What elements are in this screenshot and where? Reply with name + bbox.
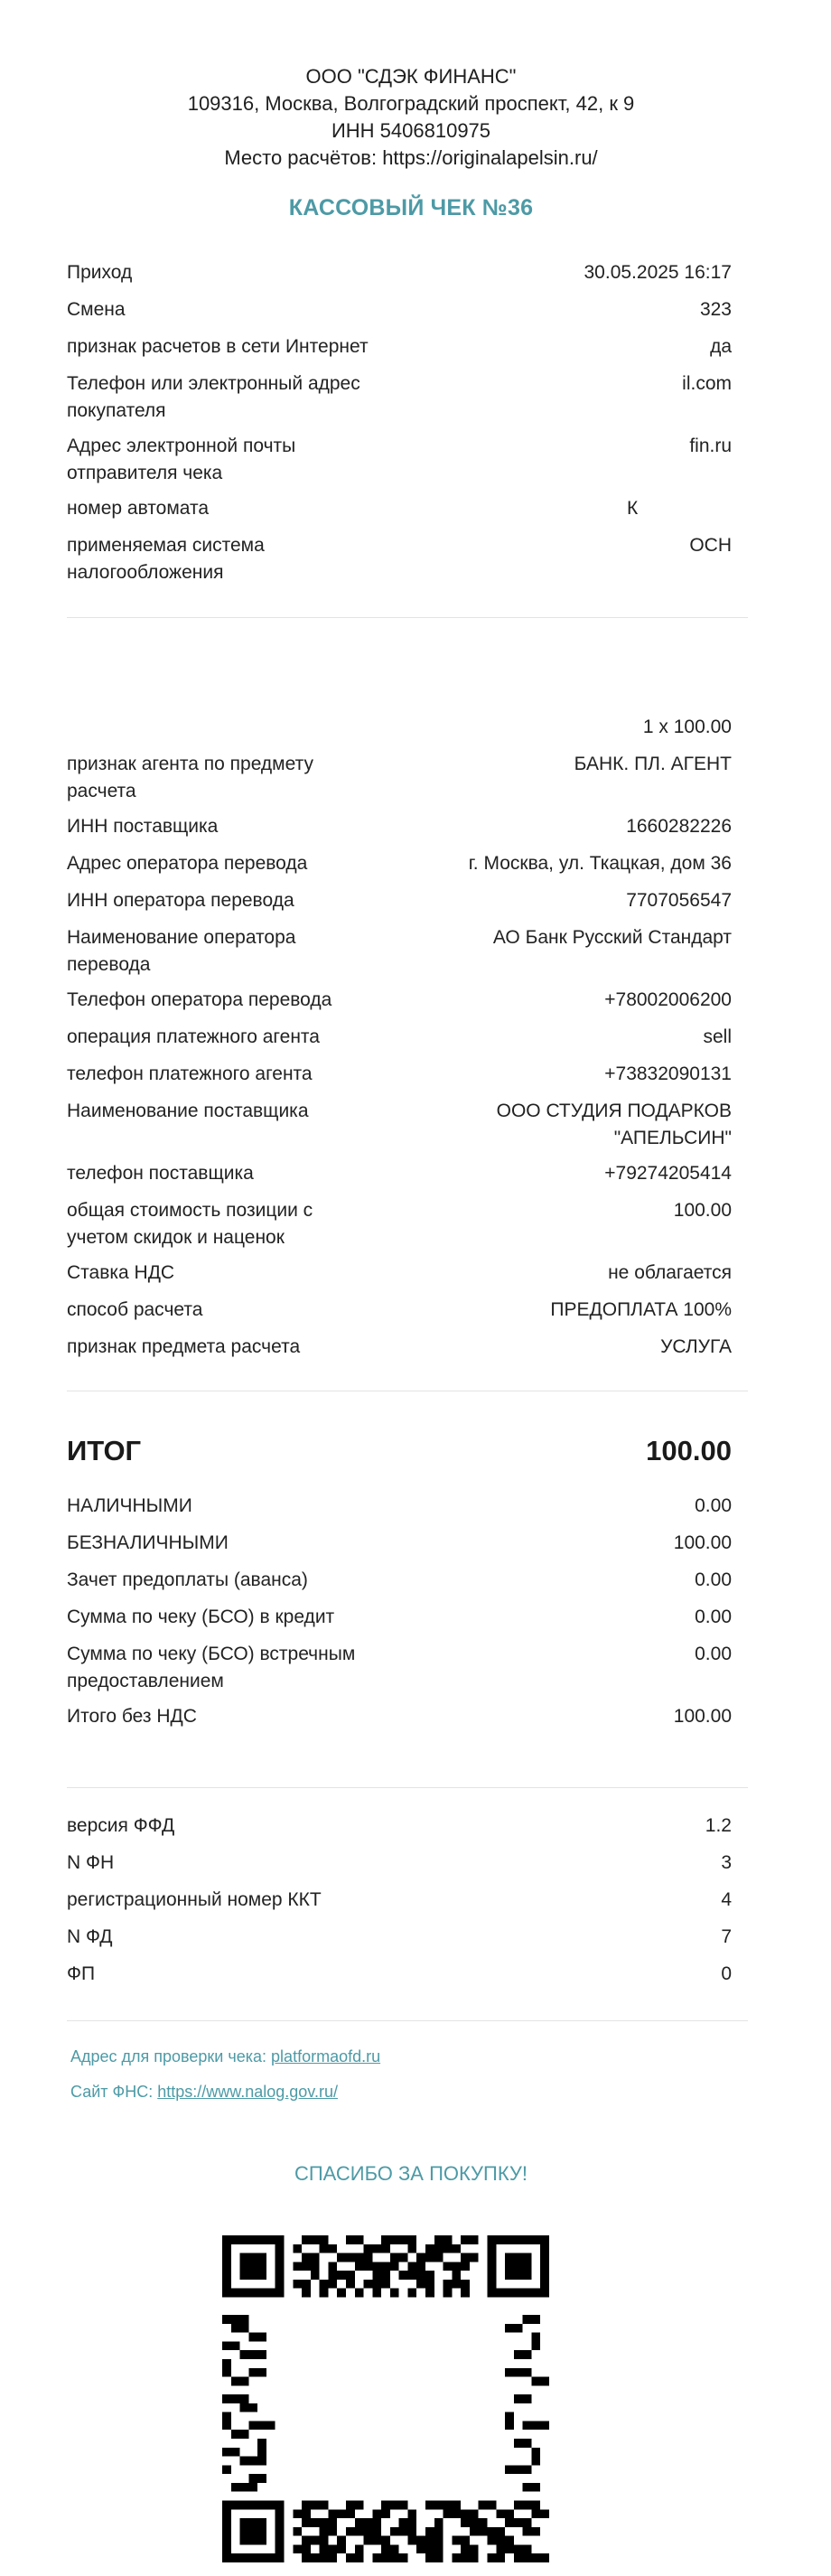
- item-field-value: sell: [703, 1026, 732, 1047]
- payment-value: 0.00: [695, 1569, 732, 1590]
- fiscal-value: 0: [721, 1963, 732, 1984]
- info-value: 323: [699, 299, 732, 320]
- item-quantity-price: 1 x 100.00: [642, 717, 732, 737]
- item-field-label: ИНН оператора перевода: [67, 890, 294, 911]
- fns-site-link[interactable]: https://www.nalog.gov.ru/: [157, 2083, 338, 2101]
- item-field-label: признак агента по предмету расчета: [67, 754, 313, 801]
- item-field-value: БАНК. ПЛ. АГЕНТ: [574, 754, 732, 774]
- payment-value: 0.00: [695, 1644, 732, 1664]
- item-field-label: операция платежного агента: [67, 1026, 320, 1047]
- total-value: 100.00: [646, 1435, 732, 1466]
- item-field-value: +73832090131: [604, 1063, 732, 1084]
- fiscal-label: N ФН: [67, 1852, 115, 1873]
- item-field-value: АО Банк Русский Стандарт: [492, 927, 732, 948]
- item-field-label: способ расчета: [67, 1299, 203, 1320]
- info-value: 30.05.2025 16:17: [584, 262, 732, 283]
- divider: [67, 2020, 748, 2021]
- payment-label: БЕЗНАЛИЧНЫМИ: [67, 1532, 229, 1553]
- item-field-value: 1660282226: [626, 816, 732, 837]
- item-field-value: УСЛУГА: [660, 1336, 732, 1357]
- item-field-label: Телефон оператора перевода: [67, 989, 332, 1010]
- payment-value: 0.00: [695, 1495, 732, 1516]
- payment-value: 100.00: [673, 1532, 732, 1553]
- fiscal-label: версия ФФД: [67, 1815, 175, 1836]
- info-label: номер автомата: [67, 498, 210, 519]
- company-address: 109316, Москва, Волгоградский проспект, 42, к 9: [187, 92, 635, 115]
- fiscal-label: регистрационный номер ККТ: [67, 1889, 322, 1910]
- info-label: Телефон или электронный адрес покупателя: [67, 373, 360, 421]
- item-field-value: +78002006200: [604, 989, 732, 1010]
- info-label: Приход: [67, 262, 133, 283]
- item-field-label: общая стоимость позиции с учетом скидок и наценок: [67, 1200, 313, 1248]
- info-value: il.com: [682, 373, 732, 394]
- fiscal-label: N ФД: [67, 1926, 113, 1947]
- payment-label: Сумма по чеку (БСО) в кредит: [67, 1606, 335, 1627]
- check-address-line: [70, 2045, 380, 2068]
- fiscal-value: 3: [721, 1852, 732, 1873]
- fiscal-value: 7: [721, 1926, 732, 1947]
- qr-code-icon: [222, 2235, 549, 2562]
- item-field-label: Наименование поставщика: [67, 1101, 309, 1121]
- check-address-label: Адрес для проверки чека:: [70, 2047, 272, 2065]
- settlement-place: Место расчётов: https://originalapelsin.ru/: [224, 146, 598, 169]
- divider: [67, 617, 748, 618]
- payment-value: 0.00: [695, 1606, 732, 1627]
- fiscal-label: ФП: [67, 1963, 96, 1984]
- thanks-message: СПАСИБО ЗА ПОКУПКУ!: [294, 2162, 528, 2185]
- payment-label: Зачет предоплаты (аванса): [67, 1569, 308, 1590]
- info-value: да: [710, 336, 732, 357]
- payment-label: Итого без НДС: [67, 1706, 197, 1727]
- item-field-label: признак предмета расчета: [67, 1336, 301, 1357]
- fns-site-label: Сайт ФНС:: [70, 2083, 158, 2101]
- fiscal-value: 1.2: [705, 1815, 732, 1836]
- fns-site-line: [70, 2080, 338, 2103]
- payment-label: Сумма по чеку (БСО) встречным предоставлением: [67, 1644, 356, 1691]
- info-value: fin.ru: [689, 436, 732, 456]
- info-label: Смена: [67, 299, 126, 320]
- item-field-label: Наименование оператора перевода: [67, 927, 296, 975]
- divider: [67, 1787, 748, 1788]
- item-field-value: 100.00: [673, 1200, 732, 1221]
- item-field-value: ООО СТУДИЯ ПОДАРКОВ "АПЕЛЬСИН": [496, 1101, 732, 1148]
- fiscal-value: 4: [721, 1889, 732, 1910]
- info-label: применяемая система налогообложения: [67, 535, 265, 583]
- item-field-value: +79274205414: [604, 1163, 732, 1184]
- info-value: ОСН: [689, 535, 732, 556]
- item-field-value: г. Москва, ул. Ткацкая, дом 36: [468, 853, 732, 874]
- item-field-label: телефон платежного агента: [67, 1063, 313, 1084]
- info-label: признак расчетов в сети Интернет: [67, 336, 369, 357]
- item-field-label: Ставка НДС: [67, 1262, 175, 1283]
- info-label: Адрес электронной почты отправителя чека: [67, 436, 296, 483]
- company-inn: ИНН 5406810975: [331, 119, 491, 142]
- total-label: ИТОГ: [67, 1435, 142, 1466]
- item-field-label: Адрес оператора перевода: [67, 853, 308, 874]
- receipt-header: [0, 63, 822, 172]
- item-field-label: телефон поставщика: [67, 1163, 254, 1184]
- item-field-value: ПРЕДОПЛАТА 100%: [550, 1299, 732, 1320]
- item-field-value: не облагается: [608, 1262, 732, 1283]
- receipt-title: КАССОВЫЙ ЧЕК №36: [288, 195, 534, 220]
- payment-label: НАЛИЧНЫМИ: [67, 1495, 192, 1516]
- check-address-link[interactable]: platformaofd.ru: [271, 2047, 381, 2065]
- payment-value: 100.00: [673, 1706, 732, 1727]
- item-field-label: ИНН поставщика: [67, 816, 219, 837]
- item-field-value: 7707056547: [626, 890, 732, 911]
- info-value: К: [627, 498, 639, 519]
- company-name: ООО "СДЭК ФИНАНС": [305, 65, 517, 88]
